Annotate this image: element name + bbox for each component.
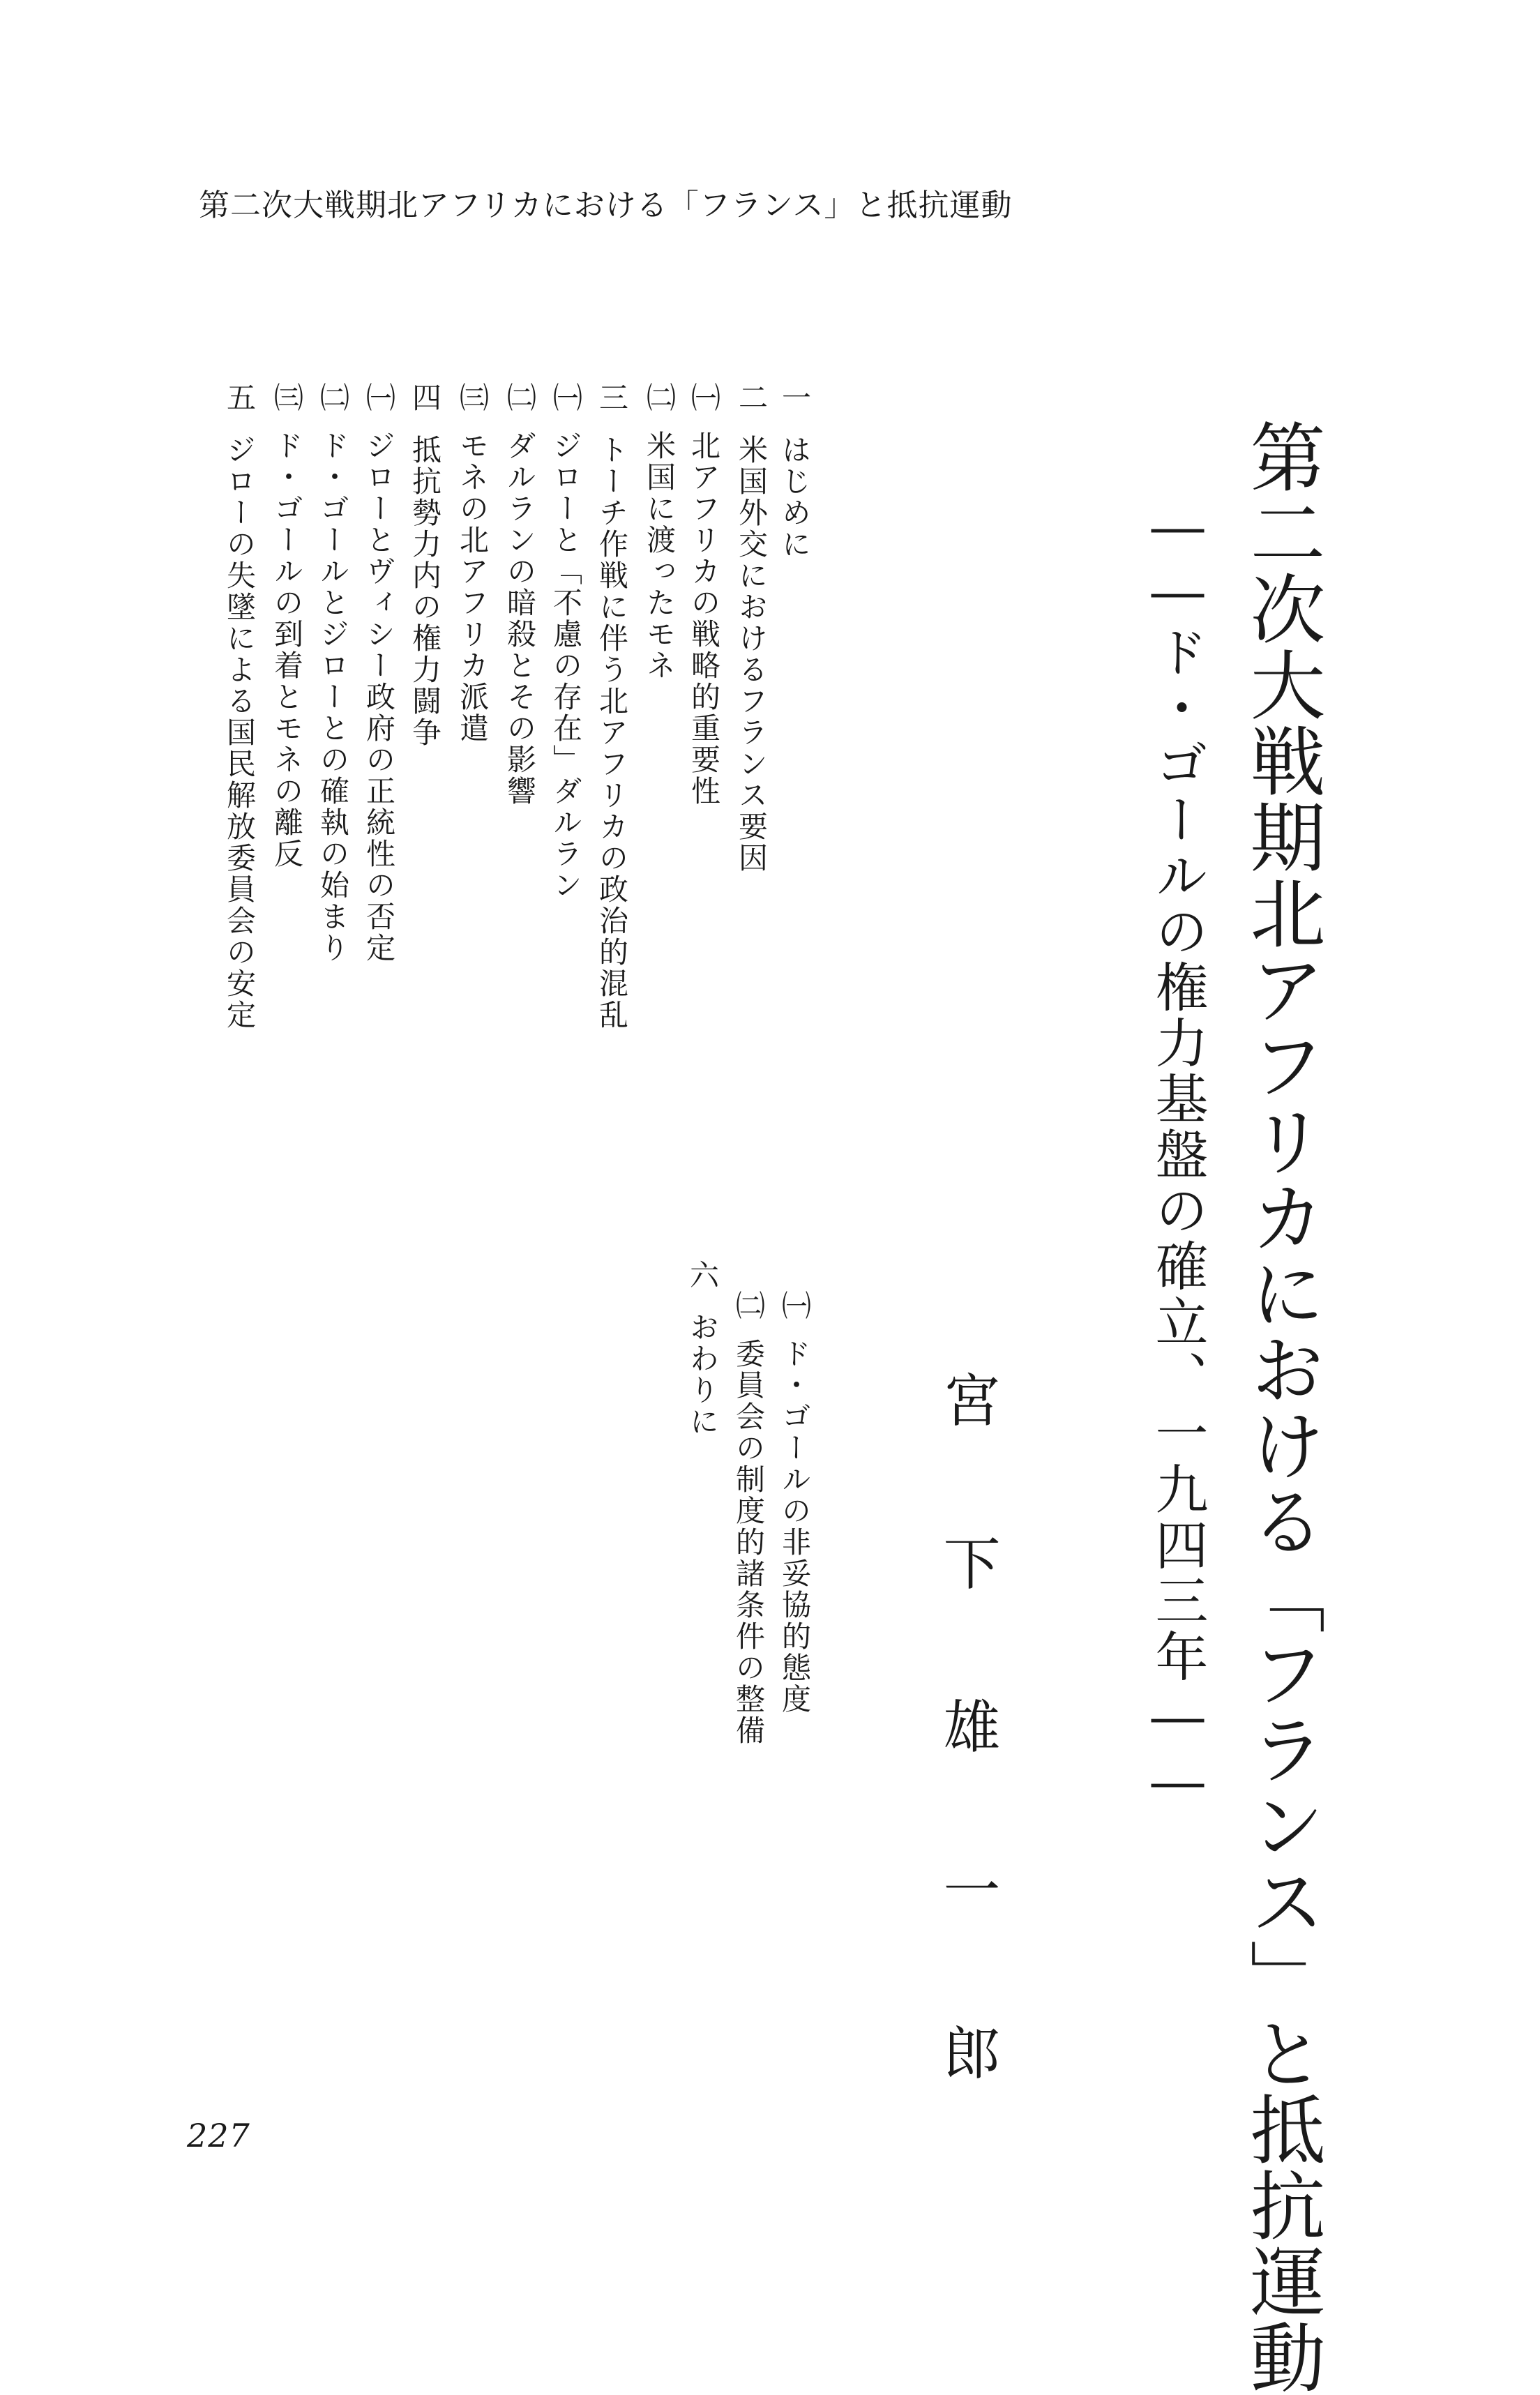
toc-item xyxy=(222,382,257,1031)
toc-item-text: 北アフリカの戦略的重要性 xyxy=(687,430,721,807)
toc-item xyxy=(642,382,677,681)
running-header: 第二次大戦期北アフリカにおける「フランス」と抵抗運動 xyxy=(199,188,1013,223)
toc-item xyxy=(595,382,629,1031)
toc-item xyxy=(270,382,304,870)
toc-item-number: 三 xyxy=(595,382,629,414)
toc-item xyxy=(362,382,396,964)
toc-item xyxy=(778,382,812,560)
toc-item-number: 一 xyxy=(778,382,812,414)
toc-item-text: 委員会の制度的諸条件の整備 xyxy=(732,1338,766,1746)
toc-item-text: ド・ゴールの到着とモネの離反 xyxy=(270,430,304,870)
toc-item-number: ㈢ xyxy=(270,382,304,414)
toc-item-text: ダルランの暗殺とその影響 xyxy=(503,430,537,807)
toc-item-text: 米国に渡ったモネ xyxy=(642,430,677,681)
toc-item-text: はじめに xyxy=(778,435,812,560)
toc-item-number: 六 xyxy=(686,1260,720,1291)
toc-item-text: ジローとヴィシー政府の正統性の否定 xyxy=(362,430,396,964)
toc-item xyxy=(686,1260,720,1437)
toc-item-number: ㈢ xyxy=(455,382,490,414)
toc-item-number: ㈡ xyxy=(642,382,677,414)
toc-item-number: ㈠ xyxy=(549,382,583,414)
toc-item-number: 二 xyxy=(734,382,769,414)
toc-item xyxy=(732,1290,766,1746)
toc-item-number: ㈡ xyxy=(316,382,350,414)
toc-item-text: 米国外交におけるフランス要因 xyxy=(734,435,769,874)
toc-item-number: ㈡ xyxy=(503,382,537,414)
author-name: 宮下雄一郎 xyxy=(934,1370,1000,2186)
toc-item xyxy=(503,382,537,807)
toc-item-text: ジローの失墜による国民解放委員会の安定 xyxy=(222,435,257,1031)
toc-item-text: ド・ゴールの非妥協的態度 xyxy=(778,1338,812,1715)
toc-item-text: トーチ作戦に伴う北アフリカの政治的混乱 xyxy=(595,435,629,1031)
toc-item-text: 抵抗勢力内の権力闘争 xyxy=(408,435,442,748)
toc-item-number: 四 xyxy=(408,382,442,414)
toc-item-number: ㈠ xyxy=(362,382,396,414)
toc-item-text: おわりに xyxy=(686,1312,720,1437)
toc-item xyxy=(687,382,721,807)
toc-item-text: ジローと「不慮の存在」ダルラン xyxy=(549,430,583,901)
toc-item xyxy=(778,1290,812,1715)
page-number: 227 xyxy=(187,2117,250,2154)
toc-item-text: モネの北アフリカ派遣 xyxy=(455,430,490,744)
toc-item-number: 五 xyxy=(222,382,257,414)
toc-item xyxy=(408,382,442,748)
toc-item-number: ㈠ xyxy=(778,1290,812,1322)
toc-item xyxy=(316,382,350,964)
toc-item xyxy=(549,382,583,901)
toc-item-number: ㈡ xyxy=(732,1290,766,1322)
article-title: 第二次大戦期北アフリカにおける「フランス」と抵抗運動 xyxy=(1237,418,1324,2395)
toc-item-number: ㈠ xyxy=(687,382,721,414)
toc-item-text: ド・ゴールとジローとの確執の始まり xyxy=(316,430,350,964)
toc-item xyxy=(455,382,490,744)
article-subtitle: ――ド・ゴールの権力基盤の確立、一九四三年―― xyxy=(1147,495,1209,1815)
toc-item xyxy=(734,382,769,874)
